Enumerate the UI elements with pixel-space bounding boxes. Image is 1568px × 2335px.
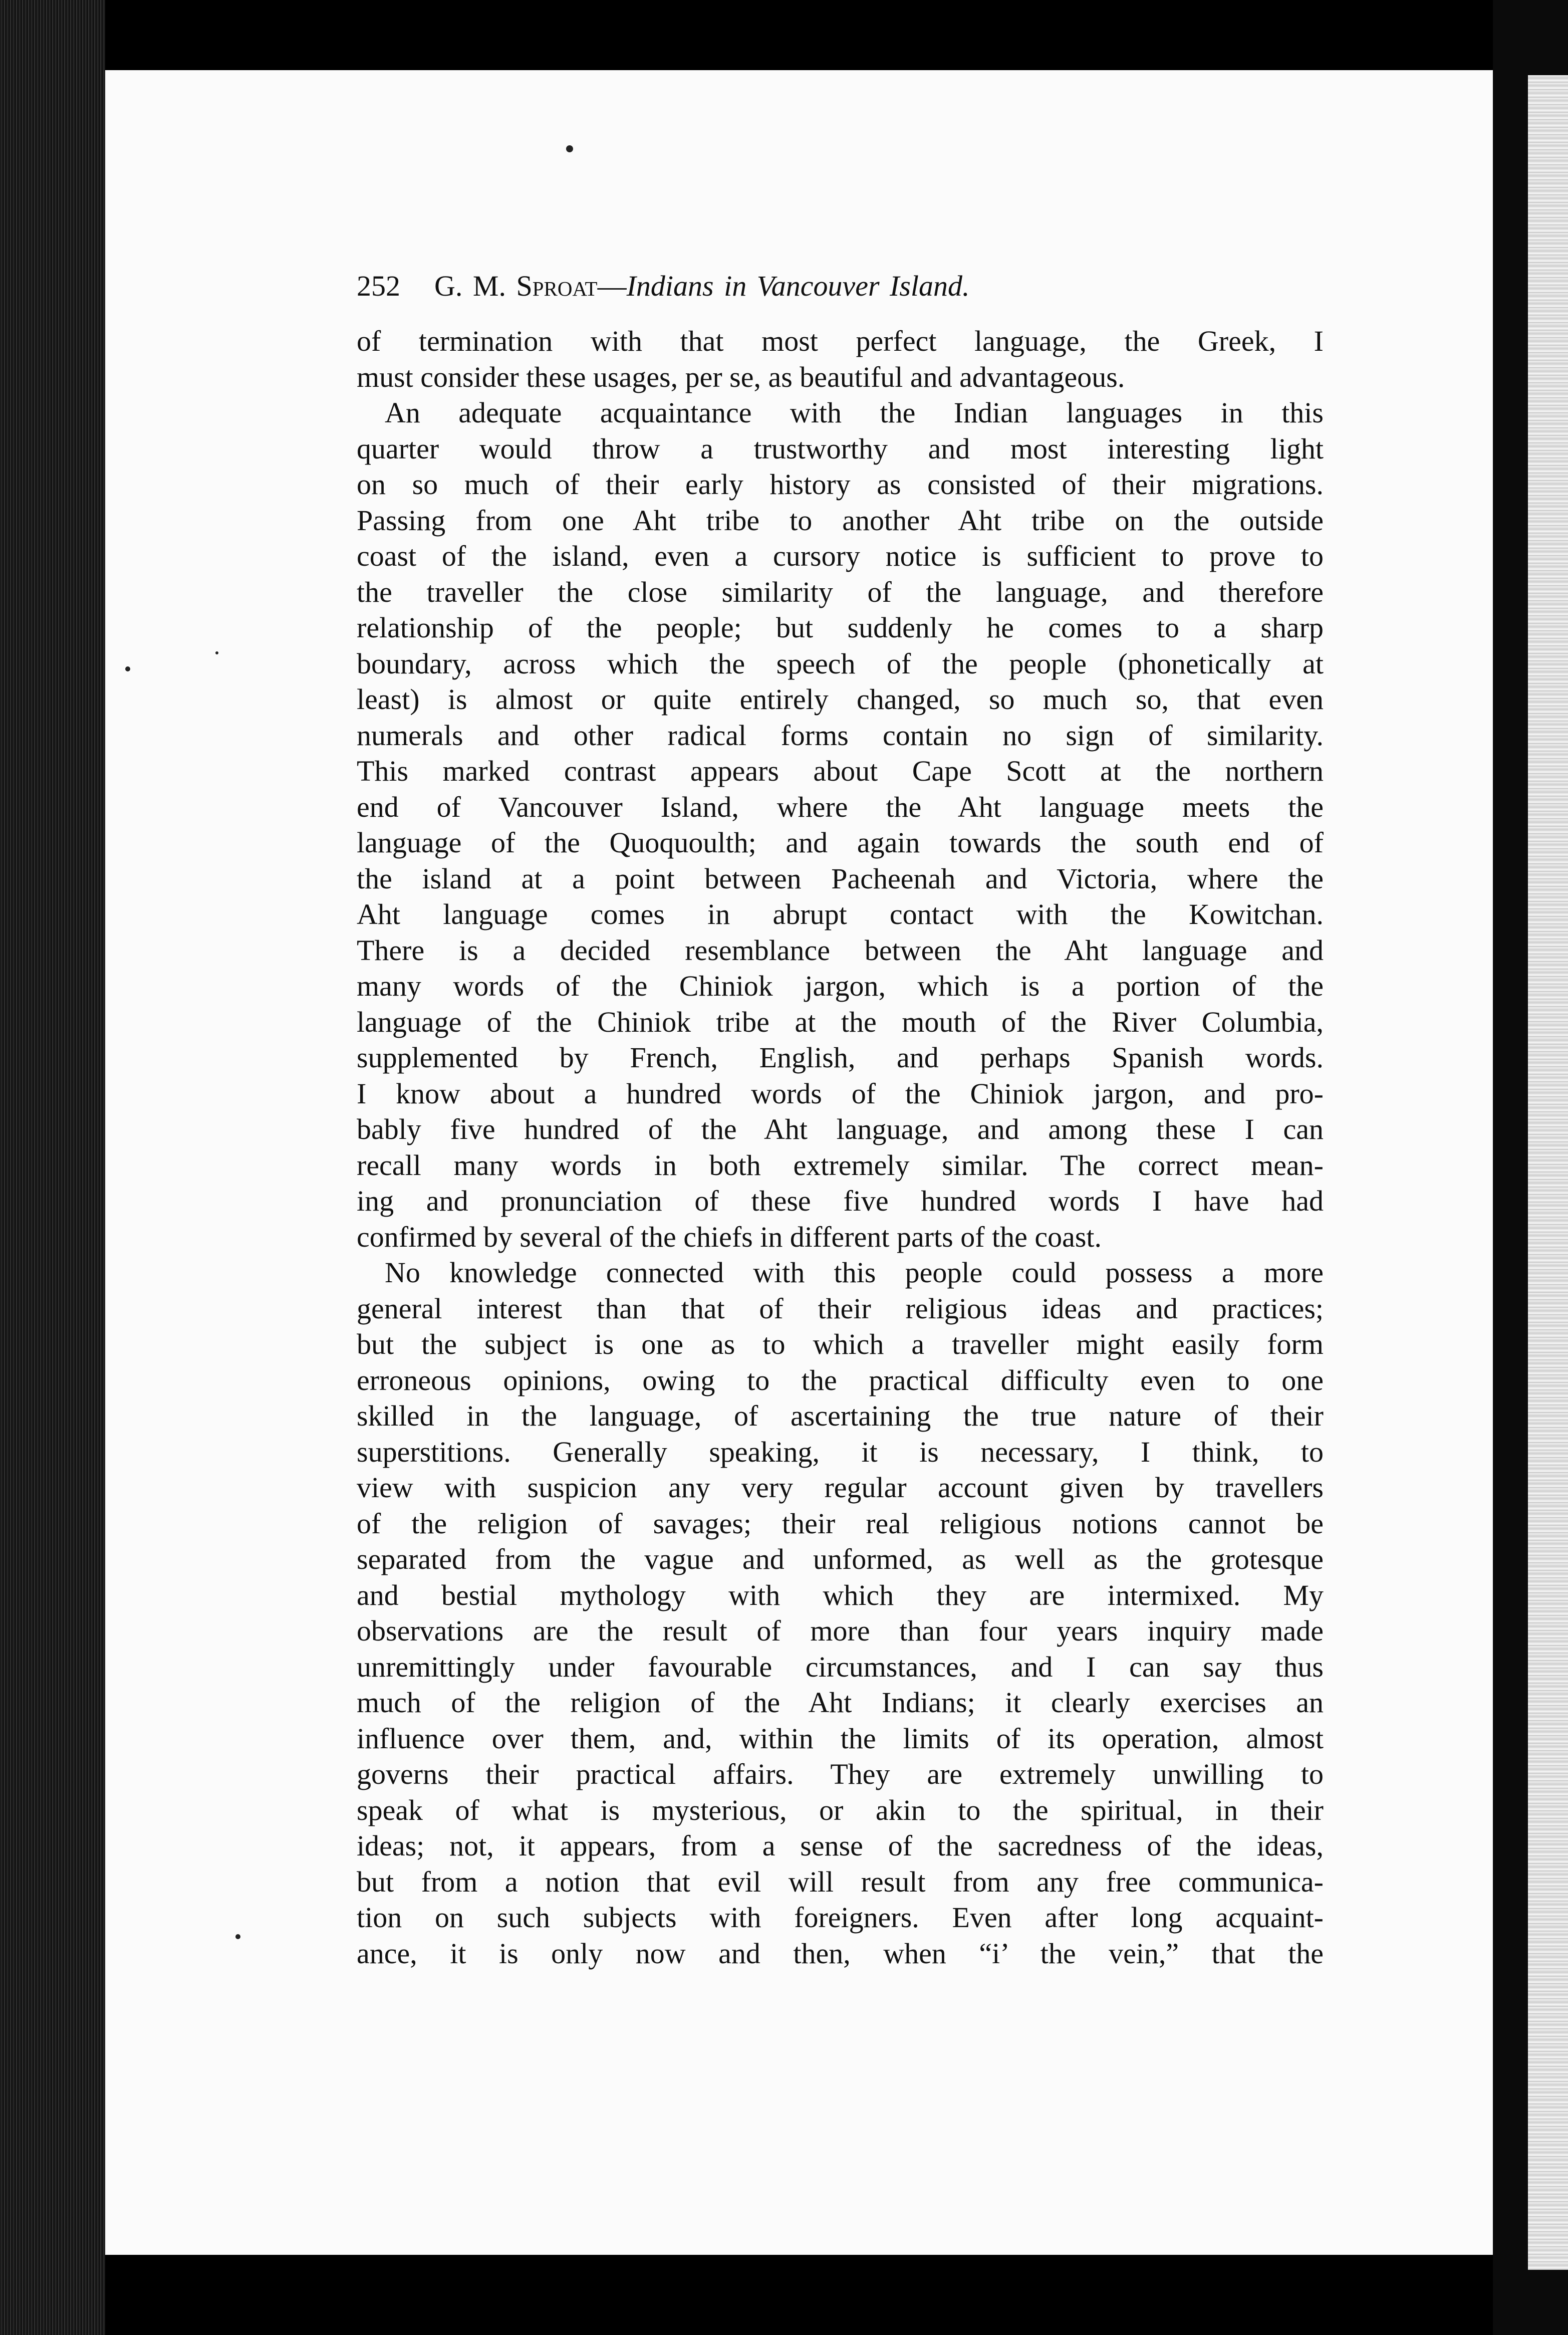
text-line: but the subject is one as to which a traveller might easily form	[357, 1328, 1324, 1360]
text-line: ance, it is only now and then, when “i’ the vein,” that the	[357, 1937, 1324, 1970]
speck	[215, 651, 218, 654]
speck	[235, 1934, 240, 1939]
text-line: language of the Chiniok tribe at the mouth of the River Columbia,	[357, 1005, 1324, 1038]
text-line: governs their practical affairs. They are extremely unwilling to	[357, 1758, 1324, 1790]
speck	[566, 145, 573, 152]
text-line: tion on such subjects with foreigners. Even after long acquaint-	[357, 1901, 1324, 1934]
body-text	[357, 323, 1324, 1971]
text-line: influence over them, and, within the limits of its operation, almost	[357, 1722, 1324, 1755]
text-line: the island at a point between Pacheenah and Victoria, where the	[357, 862, 1324, 895]
header-title: Indians in Vancouver Island.	[626, 270, 970, 302]
text-line: I know about a hundred words of the Chiniok jargon, and pro-	[357, 1077, 1324, 1110]
text-line: numerals and other radical forms contain no sign of similarity.	[357, 719, 1324, 752]
text-line: but from a notion that evil will result from any free communica-	[357, 1865, 1324, 1898]
text-line: and bestial mythology with which they are intermixed. My	[357, 1578, 1324, 1611]
text-line: must consider these usages, per se, as beautiful and advantageous.	[357, 360, 1125, 393]
text-line: speak of what is mysterious, or akin to the spiritual, in their	[357, 1793, 1324, 1826]
text-line: quarter would throw a trustworthy and most interesting light	[357, 432, 1324, 465]
text-line: An adequate acquaintance with the Indian languages in this	[385, 396, 1324, 429]
header-separator: —	[597, 270, 627, 302]
text-line: coast of the island, even a cursory notice is sufficient to prove to	[357, 540, 1324, 572]
text-line: relationship of the people; but suddenly he comes to a sharp	[357, 611, 1324, 644]
text-line: view with suspicion any very regular account given by travellers	[357, 1471, 1324, 1504]
text-line: supplemented by French, English, and perhaps Spanish words.	[357, 1041, 1324, 1074]
text-line: on so much of their early history as consisted of their migrations.	[357, 468, 1324, 501]
text-line: skilled in the language, of ascertaining the true nature of their	[357, 1399, 1324, 1432]
text-line: least) is almost or quite entirely changed, so much so, that even	[357, 683, 1324, 716]
text-line: language of the Quoquoulth; and again towards the south end of	[357, 826, 1324, 859]
text-line: confirmed by several of the chiefs in different parts of the coast.	[357, 1220, 1102, 1253]
page-text	[357, 268, 1324, 1971]
text-line: the traveller the close similarity of the language, and therefore	[357, 575, 1324, 608]
text-line: end of Vancouver Island, where the Aht language meets the	[357, 790, 1324, 823]
text-line: of termination with that most perfect language, the Greek, I	[357, 325, 1324, 357]
running-header	[357, 268, 1324, 323]
text-line: observations are the result of more than four years inquiry made	[357, 1614, 1324, 1647]
text-line: erroneous opinions, owing to the practical difficulty even to one	[357, 1363, 1324, 1396]
text-line: separated from the vague and unformed, as well as the grotesque	[357, 1543, 1324, 1575]
text-line: many words of the Chiniok jargon, which is a portion of the	[357, 970, 1324, 1002]
page-number: 252	[357, 270, 400, 302]
text-line: much of the religion of the Aht Indians; it clearly exercises an	[357, 1686, 1324, 1719]
text-line: This marked contrast appears about Cape Scott at the northern	[357, 755, 1324, 787]
book-binding-left	[0, 0, 105, 2335]
text-line: ing and pronunciation of these five hundred words I have had	[357, 1185, 1324, 1217]
next-page-edge	[1528, 75, 1568, 2270]
text-line: of the religion of savages; their real religious notions cannot be	[357, 1507, 1324, 1540]
speck	[125, 666, 130, 671]
text-line: No knowledge connected with this people could possess a more	[385, 1256, 1324, 1289]
text-line: boundary, across which the speech of the people (phonetically at	[357, 647, 1324, 680]
text-line: bably five hundred of the Aht language, and among these I can	[357, 1113, 1324, 1145]
text-line: superstitions. Generally speaking, it is necessary, I think, to	[357, 1435, 1324, 1468]
header-author: G. M. Sproat	[434, 270, 598, 302]
text-line: There is a decided resemblance between the Aht language and	[357, 933, 1324, 967]
text-line: unremittingly under favourable circumstances, and I can say thus	[357, 1650, 1324, 1683]
text-line: general interest than that of their religious ideas and practices;	[357, 1292, 1324, 1325]
text-line: recall many words in both extremely similar. The correct mean-	[357, 1148, 1324, 1182]
text-line: Passing from one Aht tribe to another Aht tribe on the outside	[357, 504, 1324, 537]
text-line: Aht language comes in abrupt contact with the Kowitchan.	[357, 898, 1324, 930]
text-line: ideas; not, it appears, from a sense of the sacredness of the ideas,	[357, 1829, 1324, 1862]
